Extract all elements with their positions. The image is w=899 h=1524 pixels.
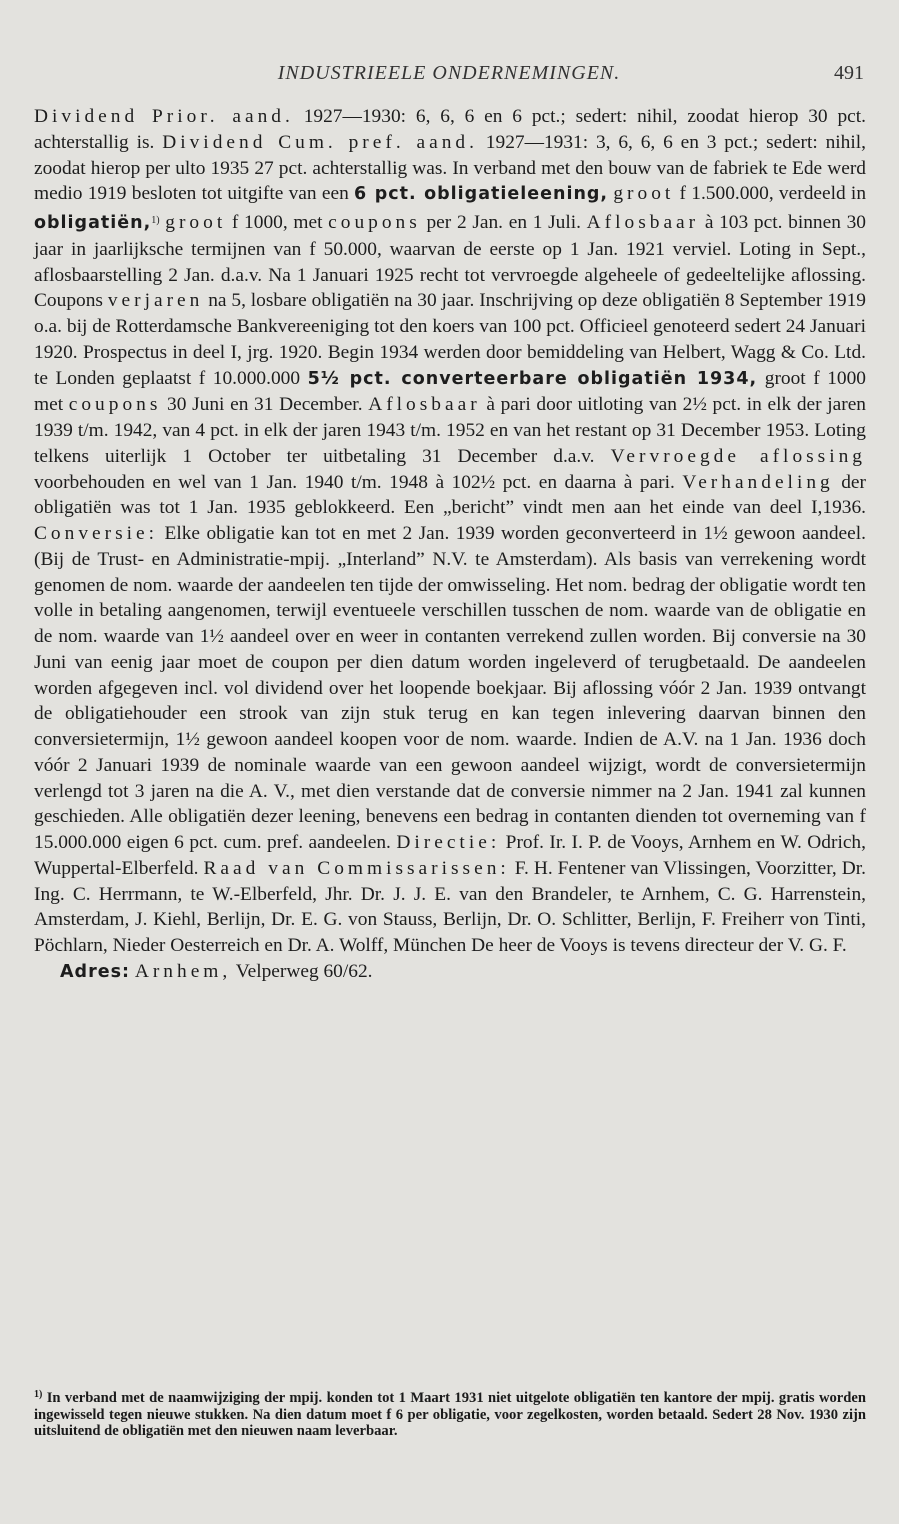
text-run: der obligatiën was tot 1 Jan. 1935 geblokkeerd. Een „bericht” vindt men aan het einde van deel I,1936. bbox=[34, 471, 867, 519]
address-street: Velperweg 60/62. bbox=[231, 960, 373, 982]
term-verjaren: verjaren bbox=[107, 290, 204, 312]
heading-obligatieleening: 6 pct. obligatieleening, bbox=[354, 184, 609, 205]
text-run: à 103 pct. binnen 30 jaar in jaarlijksche termijnen van f 50.000, waarvan de eerste op 1 Jan. 1921 verviel. Loting in Sept., aflosbaarstelling 2 Jan. d.a.v. Na 1 Januari 1925 recht tot vervroegde algeheele of gedeeltelijke aflossing. Coupons bbox=[34, 212, 866, 312]
term-groot: groot bbox=[165, 212, 227, 233]
term-groot: groot bbox=[613, 183, 675, 205]
text-run: 1927—1930: 6, 6, 6 en 6 pct.; sedert: nihil, zoodat hierop 30 pct. achterstallig is. bbox=[34, 106, 866, 153]
term-aflosbaar: Aflosbaar bbox=[586, 212, 700, 233]
page-number: 491 bbox=[834, 62, 864, 84]
heading-obligatien: obligatiën, bbox=[34, 213, 152, 233]
footnote bbox=[34, 1387, 866, 1440]
address-line bbox=[34, 959, 866, 986]
text-run: Elke obligatie kan tot en met 2 Jan. 1939 worden geconverteerd in 1½ gewoon aandeel. (Bij de Trust- en Administratie-mpij. „Interland” N.V. te Amsterdam). Als basis van verrekening wordt genomen de nom. waarde der aandeelen ten tijde der omwisseling. Het nom. bedrag der obligatie wordt ten volle in betaling aangenomen, terwijl eventueele verschillen tusschen de nom. waarde van de obligatie en de nom. waarde van 1½ aandeel over en weer in contanten verrekend zullen worden. Bij conversie na 30 Juni van eenig jaar moet de coupon per dien datum worden ingeleverd of terugbetaald. De aandeelen worden afgegeven incl. vol dividend over het loopende boekjaar. Bij aflossing vóór 2 Jan. 1939 ontvangt de obligatiehouder een strook van zijn stuk terug en kan tegen inlevering daarvan binnen den conversietermijn, 1½ gewoon aandeel koopen voor de nom. waarde. Indien de A.V. na 1 Jan. 1936 doch vóór 2 Januari 1939 de nominale waarde van een gewoon aandeel wijzigt, wordt de conversietermijn verlengd tot 3 jaren na die A. V., met dien verstande dat de conversie nimmer na 2 Jan. 1941 zal kunnen geschieden. Alle obligatiën dezer leening, benevens een bedrag in contanten dienden tot overneming van f 15.000.000 eigen 6 pct. cum. pref. aandeelen. bbox=[34, 523, 866, 853]
address-label: Adres: bbox=[60, 961, 130, 982]
text-run: f 1000, met bbox=[226, 212, 329, 233]
term-aflosbaar: Aflosbaar bbox=[368, 394, 481, 416]
running-title: INDUSTRIEELE ONDERNEMINGEN. bbox=[277, 62, 621, 84]
term-dividend-prior: Dividend Prior. aand. bbox=[34, 106, 294, 127]
page-header bbox=[34, 62, 864, 92]
text-run: Prof. Ir. I. P. de Vooys, Arnhem en W. Odrich, Wuppertal-Elberfeld. bbox=[34, 832, 866, 879]
text-run: groot f 1000 met bbox=[34, 367, 866, 416]
address-city: Arnhem, bbox=[134, 960, 232, 982]
term-dividend-cum-pref: Dividend Cum. pref. aand. bbox=[162, 131, 478, 153]
main-paragraph bbox=[34, 104, 866, 986]
term-raad-van-commissarissen: Raad van Commissarissen: bbox=[203, 857, 510, 879]
text-run: na 5, losbare obligatiën na 30 jaar. Inschrijving op deze obligatiën 8 September 1919 o.a. bij de Rotterdamsche Bankvereeniging tot den koers van 100 pct. Officieel genoteerd sedert 24 Januari 1920. Prospectus in deel I, jrg. 1920. Begin 1934 werden door bemiddeling van Helbert, Wagg & Co. Ltd. te Londen geplaatst f 10.000.000 bbox=[34, 290, 866, 389]
term-directie: Directie: bbox=[396, 832, 501, 853]
text-run: 30 Juni en 31 December. bbox=[161, 394, 369, 416]
text-run: voorbehouden en wel van 1 Jan. 1940 t/m. 1948 à 102½ pct. en daarna à pari. bbox=[34, 471, 683, 493]
text-run: per 2 Jan. en 1 Juli. bbox=[420, 212, 587, 233]
term-coupons: coupons bbox=[68, 394, 162, 416]
term-verhandeling: Verhandeling bbox=[682, 471, 834, 493]
text-run: f 1.500.000, verdeeld in bbox=[674, 183, 867, 205]
footnote-text: In verband met de naamwijziging der mpij. konden tot 1 Maart 1931 niet uitgelote obligatiën ten kantore der mpij. gratis worden ingewisseld tegen nieuwe stukken. Na dien datum moet f 6 per obligatie, voor zegelkosten, worden betaald. Sedert 28 Nov. 1930 zijn uitsluitend de obligatiën met den nieuwen naam leverbaar. bbox=[34, 1390, 866, 1440]
term-coupons: coupons bbox=[328, 212, 421, 233]
term-conversie: Conversie: bbox=[34, 523, 159, 544]
term-vervroegde-aflossing: Vervroegde aflossing bbox=[610, 445, 867, 467]
footnote-ref: 1) bbox=[151, 215, 160, 226]
text-run: F. H. Fentener van Vlissingen, Voorzitter, Dr. Ing. C. Herrmann, te W.-Elberfeld, Jhr. Dr. J. J. E. van den Brandeler, te Arnhem, C. G. Harrenstein, Amsterdam, J. Kiehl, Berlijn, Dr. E. G. von Stauss, Berlijn, Dr. O. Schlitter, Berlijn, F. Freiherr von Tinti, Pöchlarn, Nieder Oesterreich en Dr. A. Wolff, München De heer de Vooys is tevens directeur der V. G. F. bbox=[34, 857, 866, 956]
text-run: à pari door uitloting van 2½ pct. in elk der jaren 1939 t/m. 1942, van 4 pct. in elk der jaren 1943 t/m. 1952 en van het restant op 31 December 1953. Loting telkens uiterlijk 1 October ter uitbetaling 31 December d.a.v. bbox=[34, 394, 866, 467]
text-run: 1927—1931: 3, 6, 6, 6 en 3 pct.; sedert: nihil, zoodat hierop per ulto 1935 27 pct. achterstallig was. In verband met den bouw van de fabriek te Ede werd medio 1919 besloten tot uitgifte van een bbox=[34, 131, 866, 205]
footnote-marker: 1) bbox=[34, 1389, 43, 1400]
heading-converteerbare-obligatien: 5½ pct. converteerbare obligatiën 1934, bbox=[307, 368, 758, 389]
